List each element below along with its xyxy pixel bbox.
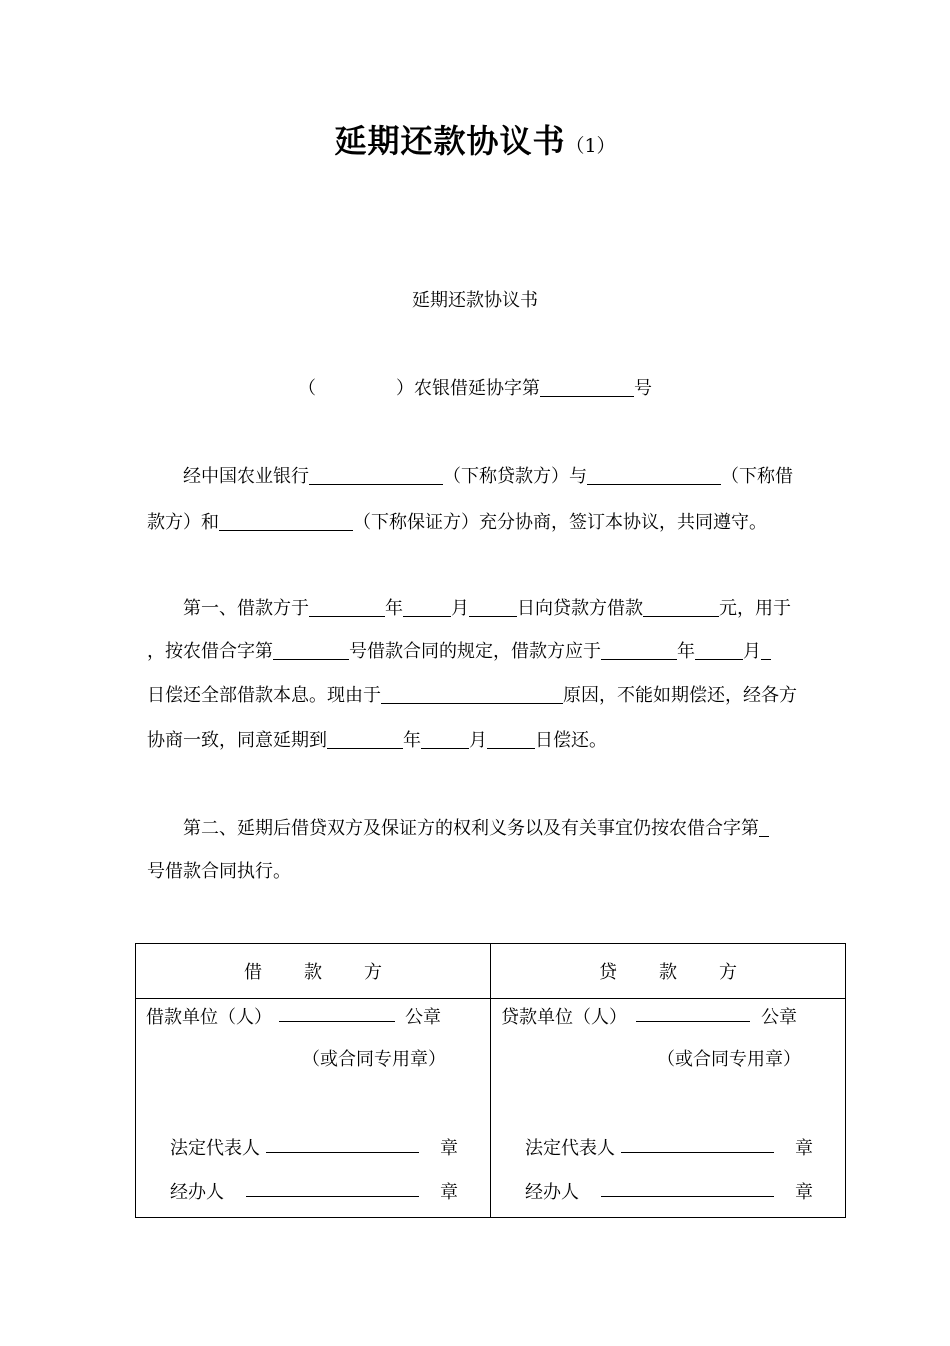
ref-middle: ）农银借延协字第 bbox=[396, 378, 540, 399]
clause-text: 日偿还。 bbox=[535, 730, 607, 751]
clause-text: 月 bbox=[743, 641, 761, 662]
intro-text: 经中国农业银行 bbox=[183, 466, 309, 487]
clause-text: 协商一致，同意延期到 bbox=[147, 730, 327, 751]
clause-text: 年 bbox=[677, 641, 695, 662]
header-char: 方 bbox=[719, 962, 737, 983]
borrower-seal-label: 公章 bbox=[405, 1007, 441, 1028]
year-blank[interactable] bbox=[309, 598, 385, 617]
ref-suffix: 号 bbox=[634, 378, 652, 399]
intro-line-2 bbox=[147, 508, 767, 534]
borrower-header bbox=[136, 944, 491, 999]
clause2-line-1 bbox=[183, 814, 769, 840]
lender-unit-label: 贷款单位（人） bbox=[501, 1007, 627, 1028]
due-month-blank[interactable] bbox=[695, 641, 743, 660]
extension-year-blank[interactable] bbox=[327, 730, 403, 749]
clause-text: 月 bbox=[451, 598, 469, 619]
amount-blank[interactable] bbox=[643, 598, 719, 617]
ref-prefix: （ bbox=[298, 378, 316, 399]
lender-blank[interactable] bbox=[309, 466, 443, 485]
borrower-legal-rep-stamp: 章 bbox=[440, 1138, 458, 1159]
clause2-line-2: 号借款合同执行。 bbox=[147, 861, 291, 882]
month-blank[interactable] bbox=[403, 598, 451, 617]
title-suffix: （1） bbox=[565, 135, 616, 157]
lender-handler-label: 经办人 bbox=[525, 1182, 579, 1203]
clause-text: 元，用于 bbox=[719, 598, 791, 619]
clause1-line-2 bbox=[147, 637, 771, 663]
borrower-unit-blank[interactable] bbox=[279, 1003, 395, 1022]
clause-text: 年 bbox=[403, 730, 421, 751]
clause1-line-1 bbox=[183, 594, 791, 620]
header-char: 款 bbox=[659, 962, 677, 983]
clause-text: 日向贷款方借款 bbox=[517, 598, 643, 619]
header-char: 借 bbox=[244, 962, 262, 983]
extension-day-blank[interactable] bbox=[487, 730, 535, 749]
lender-legal-rep-label: 法定代表人 bbox=[525, 1138, 615, 1159]
header-char: 方 bbox=[364, 962, 382, 983]
reference-number-line bbox=[0, 374, 950, 400]
lender-signature-cell bbox=[491, 999, 846, 1218]
intro-text: 款方）和 bbox=[147, 512, 219, 533]
lender-seal-label: 公章 bbox=[761, 1007, 797, 1028]
borrower-signature-cell bbox=[136, 999, 491, 1218]
intro-text: （下称贷款方）与 bbox=[443, 466, 587, 487]
clause-text: 号借款合同的规定，借款方应于 bbox=[349, 641, 601, 662]
intro-text: （下称保证方）充分协商，签订本协议，共同遵守。 bbox=[353, 512, 767, 533]
page-title bbox=[0, 116, 950, 162]
borrower-contract-seal: （或合同专用章） bbox=[302, 1049, 446, 1070]
extension-month-blank[interactable] bbox=[421, 730, 469, 749]
borrower-unit-label: 借款单位（人） bbox=[146, 1007, 272, 1028]
clause-text: 第二、延期后借贷双方及保证方的权利义务以及有关事宜仍按农借合字第 bbox=[183, 818, 759, 839]
signature-table bbox=[135, 943, 846, 1218]
lender-legal-rep-stamp: 章 bbox=[795, 1138, 813, 1159]
reason-blank[interactable] bbox=[381, 685, 563, 704]
title-main: 延期还款协议书 bbox=[334, 122, 566, 160]
borrower-handler-blank[interactable] bbox=[246, 1178, 419, 1197]
borrower-handler-label: 经办人 bbox=[170, 1182, 224, 1203]
clause-text: 第一、借款方于 bbox=[183, 598, 309, 619]
day-blank[interactable] bbox=[469, 598, 517, 617]
clause-text: 原因，不能如期偿还，经各方 bbox=[563, 685, 797, 706]
header-char: 款 bbox=[304, 962, 322, 983]
borrower-legal-rep-blank[interactable] bbox=[266, 1134, 419, 1153]
lender-unit-blank[interactable] bbox=[636, 1003, 750, 1022]
clause-text: 年 bbox=[385, 598, 403, 619]
lender-contract-seal: （或合同专用章） bbox=[657, 1049, 801, 1070]
clause1-line-4 bbox=[147, 726, 607, 752]
lender-handler-stamp: 章 bbox=[795, 1182, 813, 1203]
lender-handler-blank[interactable] bbox=[601, 1178, 774, 1197]
clause2-contract-blank[interactable] bbox=[759, 818, 769, 837]
guarantor-blank[interactable] bbox=[219, 512, 353, 531]
due-year-blank[interactable] bbox=[601, 641, 677, 660]
due-day-blank[interactable] bbox=[761, 641, 771, 660]
clause-text: 日偿还全部借款本息。现由于 bbox=[147, 685, 381, 706]
intro-line-1 bbox=[183, 462, 793, 488]
borrower-handler-stamp: 章 bbox=[440, 1182, 458, 1203]
intro-text: （下称借 bbox=[721, 466, 793, 487]
clause1-line-3 bbox=[147, 681, 797, 707]
clause-text: 月 bbox=[469, 730, 487, 751]
borrower-legal-rep-label: 法定代表人 bbox=[170, 1138, 260, 1159]
clause-text: ，按农借合字第 bbox=[147, 641, 273, 662]
lender-header bbox=[491, 944, 846, 999]
document-subtitle: 延期还款协议书 bbox=[412, 290, 538, 311]
contract-number-blank[interactable] bbox=[273, 641, 349, 660]
lender-legal-rep-blank[interactable] bbox=[621, 1134, 774, 1153]
borrower-blank[interactable] bbox=[587, 466, 721, 485]
ref-number-blank[interactable] bbox=[540, 378, 634, 397]
header-char: 贷 bbox=[599, 962, 617, 983]
